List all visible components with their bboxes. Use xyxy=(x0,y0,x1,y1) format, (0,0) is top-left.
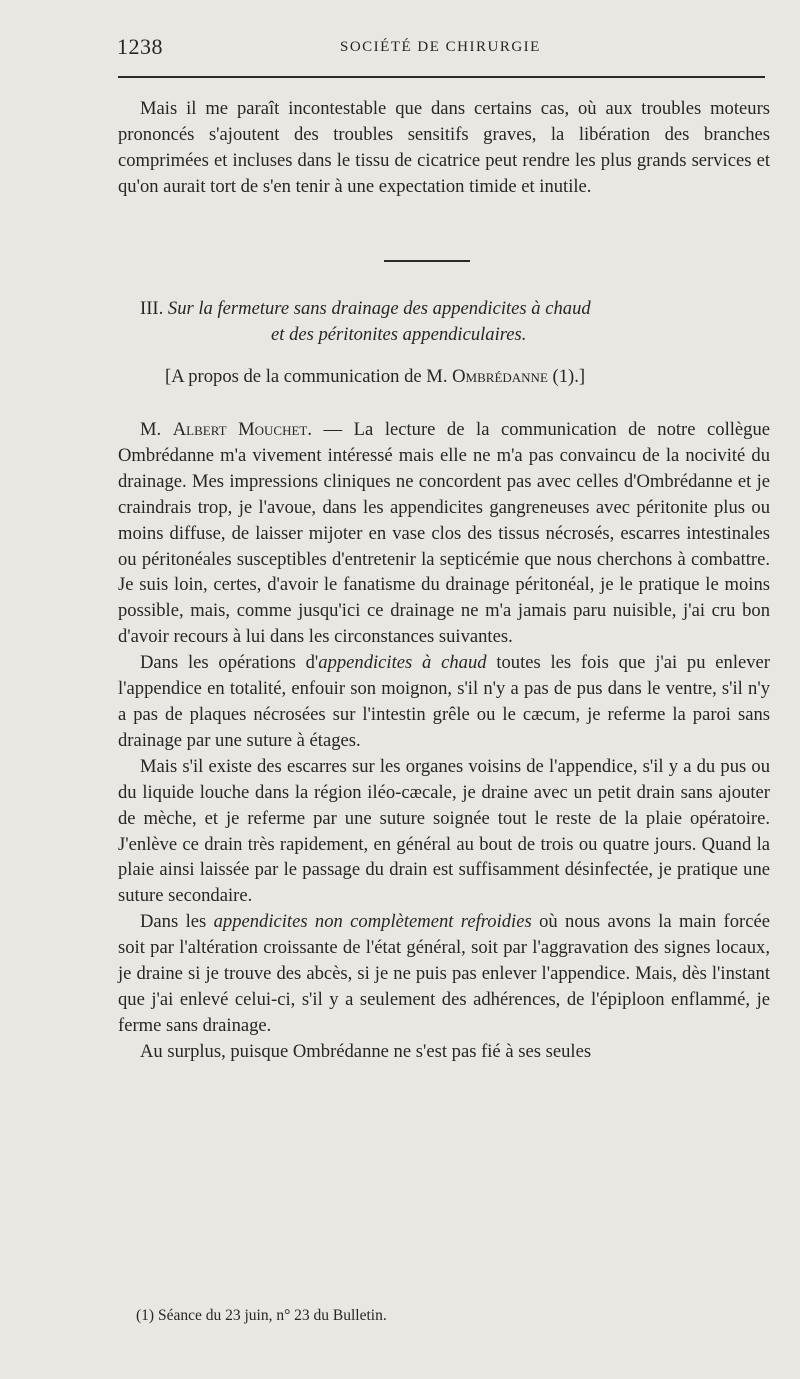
page-number: 1238 xyxy=(117,34,163,59)
italic-term: appendicites à chaud xyxy=(318,652,487,674)
about-name: Ombrédanne xyxy=(452,366,548,387)
speaker-prefix: M. xyxy=(140,419,162,440)
section-title xyxy=(140,296,760,348)
paragraph-text: Mais il me paraît incontestable que dans certains cas, où aux troubles moteurs prononcés s'ajoutent des troubles sensitifs graves, la libération des branches comprimées et incluses dans le tissu de cicatrice peut rendre les plus grands services et qu'on aurait tort de s'en tenir à une expectation timide et inutile. xyxy=(118,98,770,197)
paragraph xyxy=(118,909,770,1039)
italic-term: appendicites non complètement refroidies xyxy=(213,911,532,933)
header-rule xyxy=(118,76,765,78)
paragraph-text: La lecture de la communication de notre collègue Ombrédanne m'a vivement intéressé mais elle ne m'a pas convaincu de la nocivité du drainage. Mes impressions cliniques ne concordent pas avec celles d'Ombrédanne et je craindrais trop, je l'avoue, dans les appendicites gangreneuses avec péritonite plus ou moins diffuse, de laisser mijoter en vase clos des tissus nécrosés, escarres intestinales ou péritonéales susceptibles d'entretenir la septicémie que nous cherchons à combattre. Je suis loin, certes, d'avoir le fanatisme du drainage péritonéal, je le pratique le moins possible, mais, comme jusqu'ici ce drainage ne m'a jamais paru nuisible, j'ai cru bon d'avoir recours à lui dans les circonstances suivantes. xyxy=(118,419,770,648)
main-text xyxy=(118,417,770,1065)
page-header xyxy=(0,34,800,64)
speaker-name: Albert Mouchet. xyxy=(172,419,312,440)
paragraph-text: Dans les opérations d' xyxy=(140,652,319,674)
running-head: SOCIÉTÉ DE CHIRURGIE xyxy=(340,39,541,55)
paragraph-text: Dans les xyxy=(140,911,214,933)
section-number: III. xyxy=(140,298,164,319)
speaker-dash: — xyxy=(323,419,343,440)
paragraph xyxy=(118,650,770,754)
section-title-line-2: et des péritonites appendiculaires. xyxy=(271,323,527,345)
paragraph-text: toutes les fois que j'ai pu enlever l'appendice en totalité, enfouir son moignon, s'il n'y a pas de pus dans le ventre, s'il n'y a pas de plaques nécrosées sur l'intestin grêle ou le cæcum, je referme la paroi sans drainage par une suture à étages. xyxy=(118,652,770,751)
paragraph: Au surplus, puisque Ombrédanne ne s'est pas fié à ses seules xyxy=(140,1040,592,1062)
paragraph: Mais s'il existe des escarres sur les organes voisins de l'appendice, s'il y a du pus ou du liquide louche dans la région iléo-cæcale, je draine avec un petit drain sans ajouter de mèche, et je referme par une suture soignée tout le reste de la plaie opératoire. J'enlève ce drain très rapidement, en général au bout de trois ou quatre jours. Quand la plaie ainsi laissée par le passage du drain est suffisamment désinfectée, je pratique une suture secondaire. xyxy=(118,755,770,907)
opening-paragraph xyxy=(118,96,770,200)
section-separator xyxy=(384,260,470,262)
footnote: (1) Séance du 23 juin, n° 23 du Bulletin. xyxy=(136,1307,387,1324)
about-footnote-ref: (1).] xyxy=(552,366,586,387)
about-line xyxy=(165,364,585,390)
speaker-paragraph xyxy=(118,417,770,650)
section-title-line-1: Sur la fermeture sans drainage des appendicites à chaud xyxy=(167,298,591,319)
paragraph-text: où nous avons la main forcée soit par l'altération croissante de l'état général, soit par l'aggravation des signes locaux, je draine si je trouve des abcès, si je ne puis pas enlever l'appendice. Mais, dès l'instant que j'ai enlevé celui-ci, s'il y a seulement des adhérences, de l'épiploon enflammé, je ferme sans drainage. xyxy=(118,911,770,1036)
about-prefix: [A propos de la communication de M. xyxy=(165,366,448,387)
